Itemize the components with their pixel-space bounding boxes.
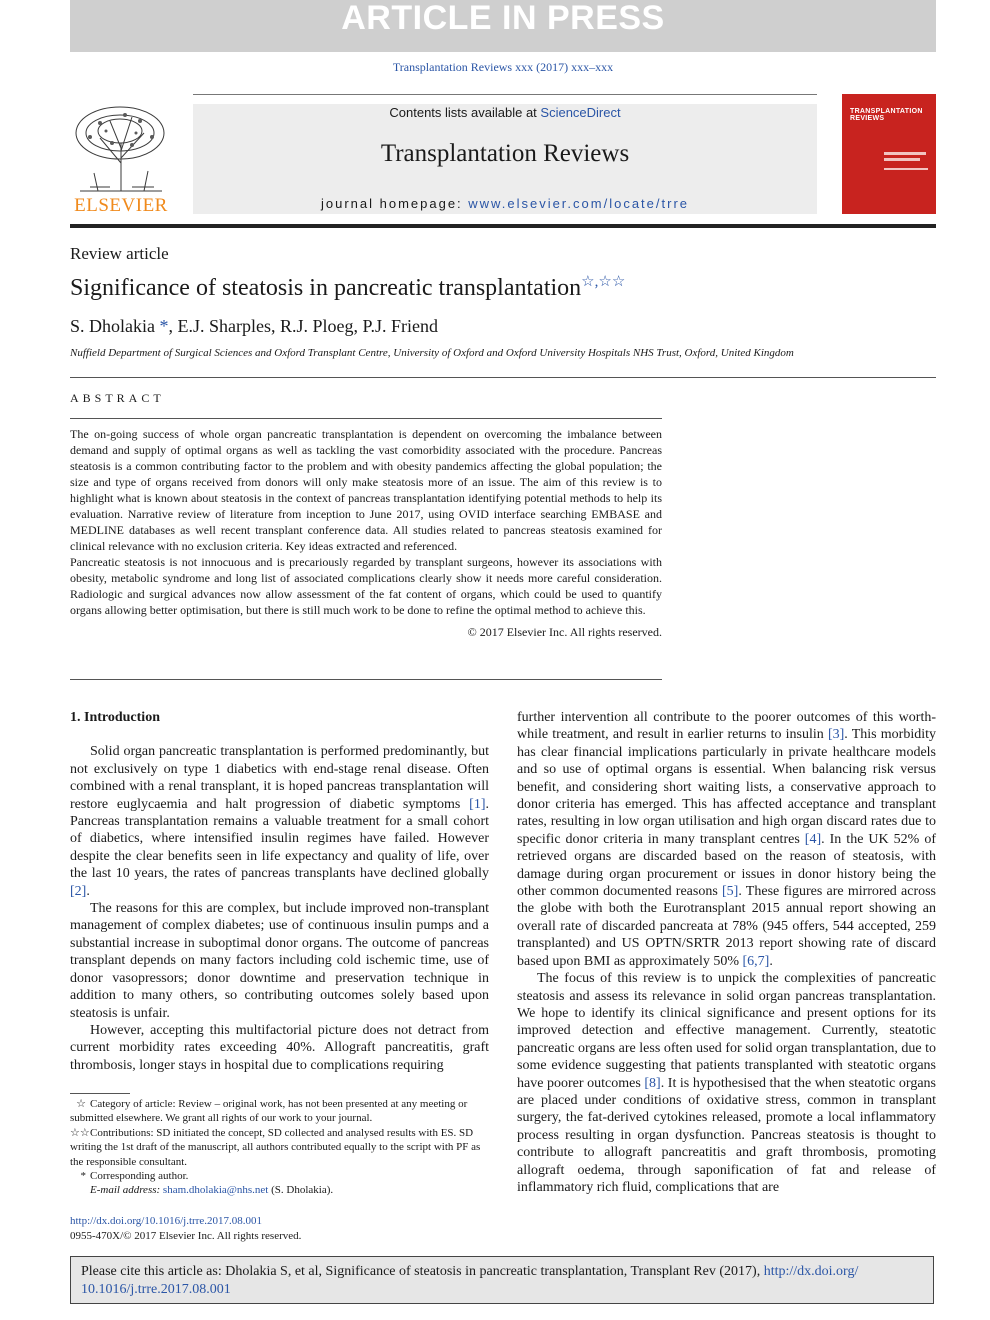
text-run: Solid organ pancreatic transplantation is performed predominantly, but not exclusively on type 1 diabetics with end-stage renal disease. Often combined with a renal transplant, it is hoped pancreas transplantation will restore euglycaemia and halt progression of diabetic symptoms — [70, 744, 489, 812]
cover-title: TRANSPLANTATION REVIEWS — [850, 108, 923, 122]
footnote-mark: * — [80, 1170, 86, 1183]
footnote-rule — [70, 1093, 130, 1094]
text-run: . This morbidity has clear financial implications particularly in private healthcare models and so use of optimal organs is essential. When balancing risk versus benefit, and considering short waiting lists, a conservative approach to donor criteria has emerged. This has affected acceptance and transplant rates, resulting in low organ utilisation and high organ discard rates due to specific donor criteria in many transplant centres — [517, 727, 936, 847]
journal-citation-link[interactable]: Transplantation Reviews xxx (2017) xxx–xxx — [392, 60, 614, 74]
text-run: . In the UK 52% of retrieved organs are discarded based on the reason of steatosis, with damage during organ procurement or issues in donor history being the other common documented reasons — [517, 831, 936, 900]
abstract-top-rule — [70, 418, 662, 419]
author-rest: , E.J. Sharples, R.J. Ploeg, P.J. Friend — [168, 316, 439, 336]
footnote-1 — [70, 1097, 490, 1126]
elsevier-tree-icon — [70, 103, 172, 195]
title-footnote-marks[interactable]: ☆,☆☆ — [581, 274, 626, 290]
section-heading: 1. Introduction — [70, 710, 160, 725]
affiliation-rule — [70, 377, 936, 378]
contents-prefix: Contents lists available at — [389, 105, 541, 120]
left-column — [70, 709, 489, 1074]
citation-doi-link[interactable]: http://dx.doi.org/ — [763, 1264, 859, 1279]
abstract-body — [70, 426, 662, 640]
text-run: . It is hypothesised that the when steatotic organs are placed under conditions of oxidative stress, common in transplant surgery, the fat-derived cytokines released, promote a local inflammatory process resulting in organ dysfunction. Pancreas steatosis is thought to contribute to allograft pancreatitis and graft thrombosis, promoting allograft oedema, through saponification of fat and release of inflammatory rich fluid, complications that are — [517, 1075, 936, 1195]
header-divider — [70, 224, 936, 228]
email-label: E-mail address: — [90, 1184, 161, 1197]
footnote-text: Contributions: SD initiated the concept, SD collected and analysed results with ES. SD writing the 1st draft of the manuscript, all authors contributed equally to the script with PF as the responsible consultant. — [70, 1126, 481, 1168]
elsevier-wordmark: ELSEVIER — [74, 195, 168, 216]
ref-3[interactable]: [3] — [827, 727, 845, 743]
footnote-2 — [70, 1126, 490, 1169]
abstract-paragraph: Pancreatic steatosis is not innocuous and is precariously regarded by transplant surgeons, however its associations with obesity, metabolic syndrome and long list of associated complications clearly show it needs more careful consideration. Radiologic and surgical advances now allow assessment of the fat content of organs, which could be used to quantify organs allowing better optimisation, but there is still much work to be done to refine the optimal method to achieve this. — [70, 555, 662, 617]
header-top-rule — [193, 94, 817, 95]
ref-6-7[interactable]: [6,7] — [742, 953, 770, 969]
sciencedirect-link[interactable]: ScienceDirect — [540, 105, 621, 120]
footnote-text: Category of article: Review – original work, has not been presented at any meeting or submitted elsewhere. We grant all rights of our work to your journal. — [70, 1098, 468, 1125]
affiliation: Nuffield Department of Surgical Sciences and Oxford Transplant Centre, University of Oxford and Oxford University Hospitals NHS Trust, Oxford, United Kingdom — [70, 347, 794, 359]
article-title — [70, 272, 625, 302]
text-run: further intervention all contribute to the poorer outcomes of this worth-while treatment, and result in earlier returns to insulin — [517, 710, 936, 743]
ref-5[interactable]: [5] — [722, 884, 739, 900]
journal-title: Transplantation Reviews — [380, 140, 630, 167]
ref-2[interactable]: [2] — [70, 883, 87, 899]
abstract-copyright: © 2017 Elsevier Inc. All rights reserved. — [467, 625, 662, 639]
article-type: Review article — [70, 244, 169, 263]
footnote-mark: ☆☆ — [70, 1126, 90, 1139]
journal-cover — [842, 94, 936, 214]
contents-line — [193, 105, 817, 120]
ref-4[interactable]: [4] — [804, 831, 822, 847]
article-title-text: Significance of steatosis in pancreatic transplantation — [70, 275, 582, 301]
doi-link[interactable]: http://dx.doi.org/10.1016/j.trre.2017.08.001 — [70, 1215, 262, 1227]
issn-line: 0955-470X/© 2017 Elsevier Inc. All rights reserved. — [70, 1229, 302, 1242]
text-run: . These figures are mirrored across the globe with both the Eurotransplant 2015 annual report showing an overall rate of discarded pancreata at 78% (945 offers, 544 accepted, 259 transplanted) and US OPTN/SRTR 2013 report showing rate of discard based upon BMI as approximately 50% — [517, 884, 937, 969]
text-run: . — [769, 953, 773, 969]
footnotes — [70, 1097, 490, 1198]
author-list — [70, 316, 438, 337]
abstract-heading: ABSTRACT — [70, 391, 165, 405]
text-run: The focus of this review is to unpick the complexities of pancreatic steatosis and assess its relevance in solid organ pancreas transplantation. We hope to identify its clinical significance and present options for its improved detection and effective management. Currently, steatotic pancreatic organs are less often used for solid organ transplantation, due to some evidence suggesting that patients transplanted with steatotic organs have poorer outcomes — [517, 971, 936, 1091]
text-run: . Pancreas transplantation remains a valuable treatment for a small cohort of diabetics, where intensified insulin regimes have failed. However despite the clear benefits seen in life expectancy and quality of life, over the last 10 years, the rates of pancreas transplants have declined globally — [70, 796, 489, 882]
body-paragraph: The reasons for this are complex, but include improved non-transplant management of complex diabetes; use of continuous insulin pumps and a substantial increase in suboptimal donor organs. The outcome of pancreas transplant depends on many factors including cold ischemic time, use of donor vasopressors; donor downtime and preservation technique in addition to many others, so contributing outcomes solely based upon steatosis is unfair. — [70, 901, 489, 1021]
homepage-link[interactable]: www.elsevier.com/locate/trre — [468, 196, 690, 211]
email-link[interactable]: sham.dholakia@nhs.net — [162, 1184, 269, 1197]
citation-doi-link-cont[interactable]: 10.1016/j.trre.2017.08.001 — [81, 1282, 231, 1297]
footnote-3 — [70, 1169, 490, 1183]
right-column — [517, 709, 936, 1196]
email-suffix: (S. Dholakia). — [271, 1184, 334, 1197]
journal-citation[interactable] — [70, 60, 936, 75]
body-paragraph — [517, 709, 936, 970]
elsevier-logo — [70, 103, 172, 215]
abstract-paragraph: The on-going success of whole organ pancreatic transplantation is dependent on overcoming the imbalance between demand and supply of optimal organs as well as tackling the vast comorbidity associated with the procedure. Pancreas steatosis is a common contributing factor to the problem and with obesity pandemics affecting the global population; the size and type of organs received from donors will only make steatosis more of an issue. The aim of this review is to highlight what is known about steatosis in the context of pancreas transplantation identifying potential methods to help its evaluation. Narrative review of literature from inception to June 2017, using OVID interface searching EMBASE and MEDLINE databases as well recent transplant conference data. All studies related to pancreas steatosis examined for clinical relevance with no exclusion criteria. Key ideas extracted and referenced. — [70, 427, 662, 553]
author-first: S. Dholakia — [70, 316, 155, 336]
footnote-email — [70, 1183, 490, 1197]
article-in-press-banner: ARTICLE IN PRESS — [70, 0, 936, 52]
footnote-text: Corresponding author. — [90, 1170, 189, 1183]
footnote-mark: ☆ — [76, 1098, 86, 1110]
ref-8[interactable]: [8] — [644, 1075, 661, 1091]
body-paragraph — [70, 743, 489, 900]
footer-identifiers — [70, 1214, 301, 1243]
journal-header — [193, 104, 817, 214]
abstract-bottom-rule — [70, 679, 662, 680]
citation-text: Please cite this article as: Dholakia S, et al, Significance of steatosis in pancreatic transplantation, Transplant Rev (2017), — [81, 1264, 764, 1279]
homepage-line — [193, 196, 817, 211]
corresponding-author-mark[interactable]: * — [159, 316, 169, 336]
text-run: . — [86, 883, 90, 899]
body-paragraph — [517, 970, 936, 1196]
body-paragraph: However, accepting this multifactorial picture does not detract from current morbidity rates exceeding 40%. Allograft pancreatitis, graft thrombosis, longer stays in hospital due to complications requiring — [70, 1022, 489, 1073]
citation-box — [70, 1256, 934, 1304]
ref-1[interactable]: [1] — [469, 796, 486, 812]
homepage-prefix: journal homepage: — [320, 196, 469, 211]
